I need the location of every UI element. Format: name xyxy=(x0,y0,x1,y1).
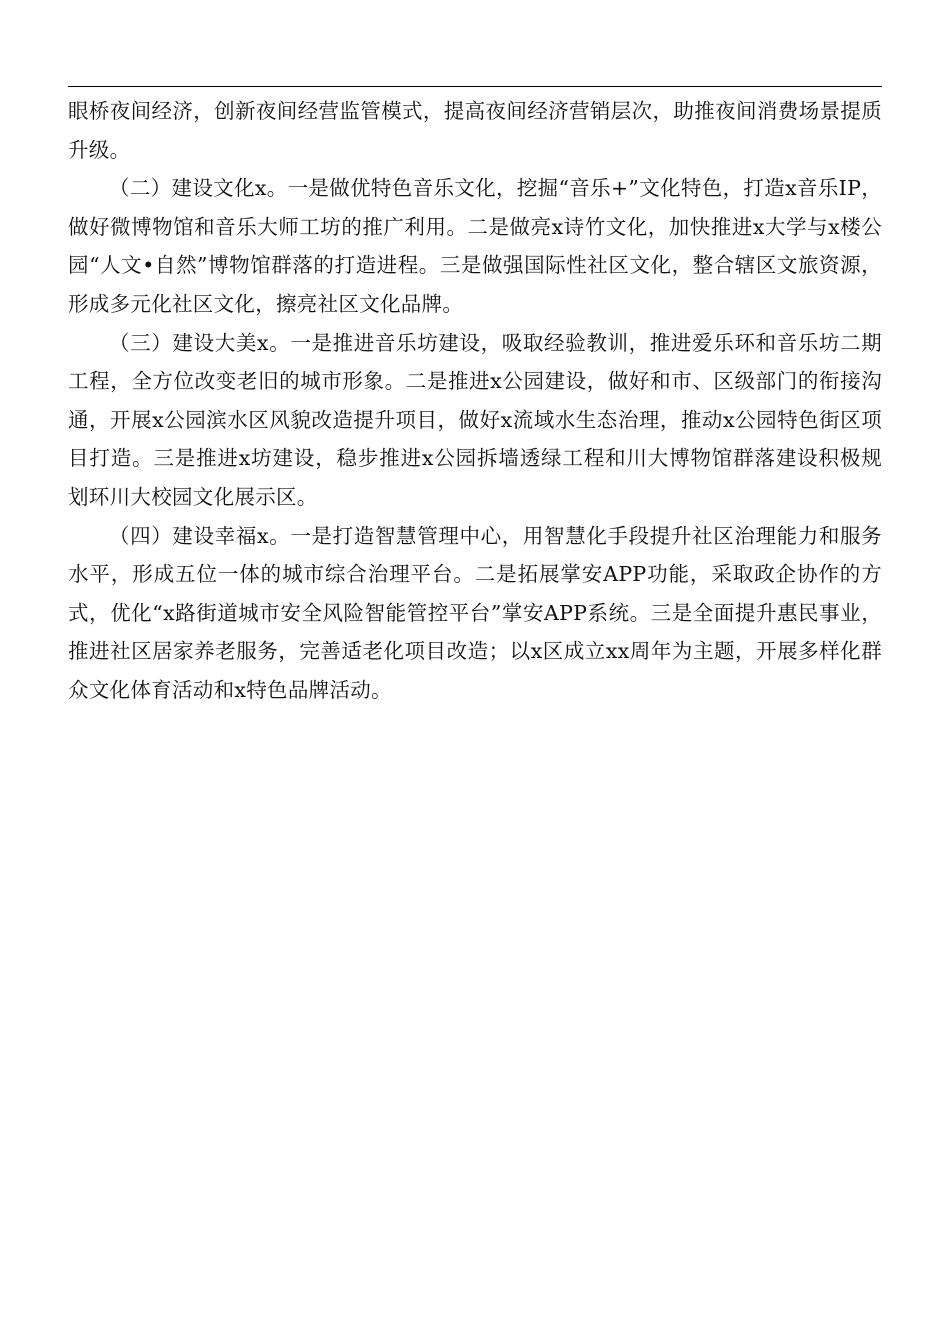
paragraph-continuation: 眼桥夜间经济，创新夜间经营监管模式，提高夜间经济营销层次，助推夜间消费场景提质升级。 xyxy=(68,99,882,162)
paragraph-section-2-culture: （二）建设文化x。一是做优特色音乐文化，挖掘“音乐+”文化特色，打造x音乐IP，做好微博物馆和音乐大师工坊的推广利用。二是做亮x诗竹文化，加快推进x大学与x楼公园“人文•自然”博物馆群落的打造进程。三是做强国际性社区文化，整合辖区文旅资源，形成多元化社区文化，擦亮社区文化品牌。 xyxy=(68,176,882,316)
document-body xyxy=(68,92,882,710)
header-rule xyxy=(68,86,882,87)
paragraph-section-3-beauty: （三）建设大美x。一是推进音乐坊建设，吸取经验教训，推进爱乐环和音乐坊二期工程，全方位改变老旧的城市形象。二是推进x公园建设，做好和市、区级部门的衔接沟通，开展x公园滨水区风貌改造提升项目，做好x流域水生态治理，推动x公园特色街区项目打造。三是推进x坊建设，稳步推进x公园拆墙透绿工程和川大博物馆群落建设积极规划环川大校园文化展示区。 xyxy=(68,330,882,509)
paragraph-section-4-happiness: （四）建设幸福x。一是打造智慧管理中心，用智慧化手段提升社区治理能力和服务水平，形成五位一体的城市综合治理平台。二是拓展掌安APP功能，采取政企协作的方式，优化“x路街道城市安全风险智能管控平台”掌安APP系统。三是全面提升惠民事业，推进社区居家养老服务，完善适老化项目改造；以x区成立xx周年为主题，开展多样化群众文化体育活动和x特色品牌活动。 xyxy=(68,523,882,702)
